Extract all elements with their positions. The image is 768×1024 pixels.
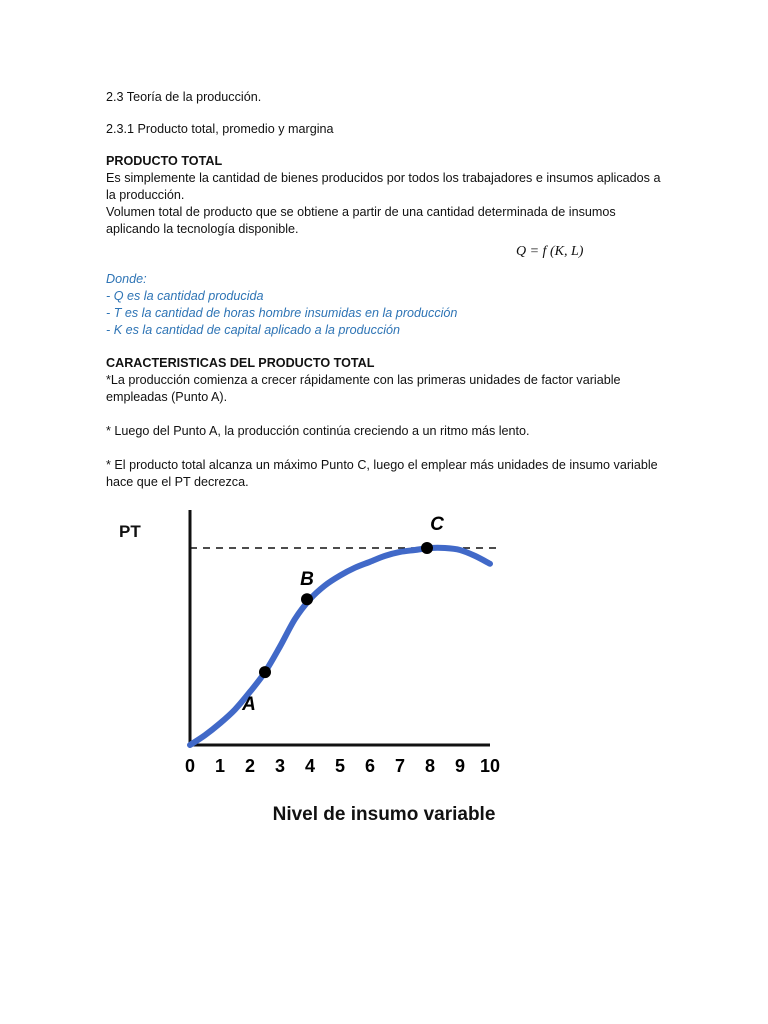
donde-heading: Donde:: [106, 272, 147, 286]
caracteristicas-p1-line-1: *La producción comienza a crecer rápidamente con las primeras unidades de factor variable: [106, 373, 621, 387]
point-label-a: A: [242, 694, 256, 716]
caracteristicas-p3-line-1: * El producto total alcanza un máximo Punto C, luego el emplear más unidades de insumo variable: [106, 458, 658, 472]
donde-item-k: - K es la cantidad de capital aplicado a la producción: [106, 323, 401, 337]
x-tick-label: 6: [364, 756, 376, 776]
x-tick-label: 7: [394, 756, 406, 776]
donde-item-t: - T es la cantidad de horas hombre insumidas en la producción: [106, 306, 458, 320]
section-title: 2.3 Teoría de la producción.: [106, 90, 262, 104]
x-tick-label: 8: [424, 756, 436, 776]
producto-total-line-3: Volumen total de producto que se obtiene a partir de una cantidad determinada de insumos: [106, 205, 616, 219]
caracteristicas-heading: CARACTERISTICAS DEL PRODUCTO TOTAL: [106, 356, 375, 370]
donde-item-q: - Q es la cantidad producida: [106, 289, 264, 303]
pt-curve: [190, 548, 490, 745]
producto-total-line-2: la producción.: [106, 188, 185, 202]
x-tick-label: 5: [334, 756, 346, 776]
x-tick-label: 9: [454, 756, 466, 776]
production-function-formula: Q = f (K, L): [516, 244, 584, 259]
x-tick-label: 2: [244, 756, 256, 776]
producto-total-heading: PRODUCTO TOTAL: [106, 154, 223, 168]
point-b: [301, 593, 313, 605]
point-c: [421, 542, 433, 554]
y-axis-label: PT: [119, 522, 141, 541]
x-tick-label: 3: [274, 756, 286, 776]
subsection-title: 2.3.1 Producto total, promedio y margina: [106, 122, 334, 136]
caracteristicas-p2: * Luego del Punto A, la producción continúa creciendo a un ritmo más lento.: [106, 424, 530, 438]
point-a: [259, 666, 271, 678]
caracteristicas-p3-line-2: hace que el PT decrezca.: [106, 475, 249, 489]
x-axis-label: Nivel de insumo variable: [272, 804, 496, 825]
point-label-c: C: [430, 514, 444, 535]
point-label-b: B: [300, 569, 314, 591]
producto-total-line-1: Es simplemente la cantidad de bienes producidos por todos los trabajadores e insumos aplicados a: [106, 171, 661, 185]
x-tick-label: 10: [479, 756, 501, 776]
caracteristicas-p1-line-2: empleadas (Punto A).: [106, 390, 228, 404]
producto-total-line-4: aplicando la tecnología disponible.: [106, 222, 299, 236]
x-tick-label: 4: [304, 756, 316, 776]
x-tick-label: 1: [214, 756, 226, 776]
x-tick-label: 0: [184, 756, 196, 776]
